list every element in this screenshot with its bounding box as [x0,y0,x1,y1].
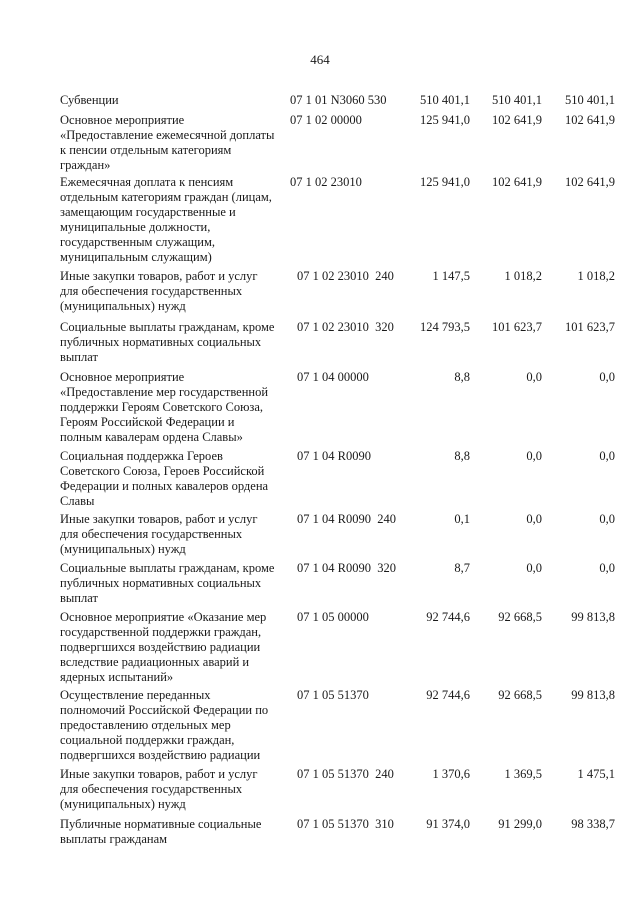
row-value-2: 0,0 [526,512,542,526]
row-value-2: 102 641,9 [492,175,542,189]
row-value-2: 510 401,1 [492,93,542,107]
row-value-2: 91 299,0 [498,817,542,831]
row-name: Иные закупки товаров, работ и услуг для обеспечения государственных (муниципальных) нужд [60,269,258,313]
row-value-2: 0,0 [526,370,542,384]
row-value-1: 91 374,0 [426,817,470,831]
row-value-1: 8,7 [454,561,470,575]
row-value-3: 0,0 [599,449,615,463]
row-code: 07 1 02 00000 [290,113,362,127]
row-value-2: 101 623,7 [492,320,542,334]
row-name: Иные закупки товаров, работ и услуг для обеспечения государственных (муниципальных) нужд [60,767,258,811]
row-value-2: 92 668,5 [498,610,542,624]
row-name: Социальные выплаты гражданам, кроме публичных нормативных социальных выплат [60,561,275,605]
row-value-3: 99 813,8 [571,688,615,702]
row-name: Публичные нормативные социальные выплаты гражданам [60,817,262,846]
row-value-3: 0,0 [599,512,615,526]
row-value-3: 102 641,9 [565,175,615,189]
row-value-1: 125 941,0 [420,113,470,127]
row-value-2: 1 018,2 [504,269,542,283]
row-code: 07 1 04 R0090 240 [297,512,396,526]
row-value-1: 1 370,6 [432,767,470,781]
row-name: Иные закупки товаров, работ и услуг для обеспечения государственных (муниципальных) нужд [60,512,258,556]
row-name: Основное мероприятие «Предоставление мер государственной поддержки Героям Советского Союза, Героям Российской Федерации и полным кавалерам ордена Славы» [60,370,269,444]
row-code: 07 1 05 51370 310 [297,817,394,831]
row-name: Основное мероприятие «Оказание мер государственной поддержки граждан, подвергшихся воздействию радиации вследствие радиационных аварий и ядерных испытаний» [60,610,267,684]
row-value-3: 0,0 [599,561,615,575]
row-code: 07 1 04 R0090 320 [297,561,396,575]
row-value-1: 125 941,0 [420,175,470,189]
row-name: Социальная поддержка Героев Советского Союза, Героев Российской Федерации и полных кавалеров ордена Славы [60,449,269,508]
row-value-2: 92 668,5 [498,688,542,702]
row-value-3: 0,0 [599,370,615,384]
row-value-2: 1 369,5 [504,767,542,781]
row-value-3: 99 813,8 [571,610,615,624]
row-value-3: 101 623,7 [565,320,615,334]
row-value-1: 124 793,5 [420,320,470,334]
row-code: 07 1 04 R0090 [297,449,371,463]
row-code: 07 1 01 N3060 530 [290,93,387,107]
row-code: 07 1 02 23010 [290,175,362,189]
row-value-1: 8,8 [454,449,470,463]
row-value-3: 102 641,9 [565,113,615,127]
row-value-1: 8,8 [454,370,470,384]
row-value-2: 0,0 [526,449,542,463]
row-code: 07 1 02 23010 320 [297,320,394,334]
row-name: Ежемесячная доплата к пенсиям отдельным категориям граждан (лицам, замещающим государственные и муниципальные должности, государственным служащим, муниципальным служащим) [60,175,272,264]
row-value-3: 510 401,1 [565,93,615,107]
row-value-3: 98 338,7 [571,817,615,831]
row-value-3: 1 475,1 [577,767,615,781]
row-value-1: 92 744,6 [426,688,470,702]
row-value-3: 1 018,2 [577,269,615,283]
row-value-1: 510 401,1 [420,93,470,107]
row-value-1: 1 147,5 [432,269,470,283]
row-name: Осуществление переданных полномочий Российской Федерации по предоставлению отдельных мер социальной поддержки граждан, подвергшихся воздействию радиации [60,688,269,762]
row-code: 07 1 05 00000 [297,610,369,624]
row-value-2: 0,0 [526,561,542,575]
row-code: 07 1 02 23010 240 [297,269,394,283]
row-name: Субвенции [60,93,119,107]
row-name: Основное мероприятие «Предоставление ежемесячной доплаты к пенсии отдельным категориям граждан» [60,113,275,172]
row-name: Социальные выплаты гражданам, кроме публичных нормативных социальных выплат [60,320,275,364]
row-code: 07 1 05 51370 [297,688,369,702]
row-code: 07 1 04 00000 [297,370,369,384]
page-number: 464 [310,52,330,67]
row-value-2: 102 641,9 [492,113,542,127]
row-value-1: 92 744,6 [426,610,470,624]
row-code: 07 1 05 51370 240 [297,767,394,781]
row-value-1: 0,1 [454,512,470,526]
